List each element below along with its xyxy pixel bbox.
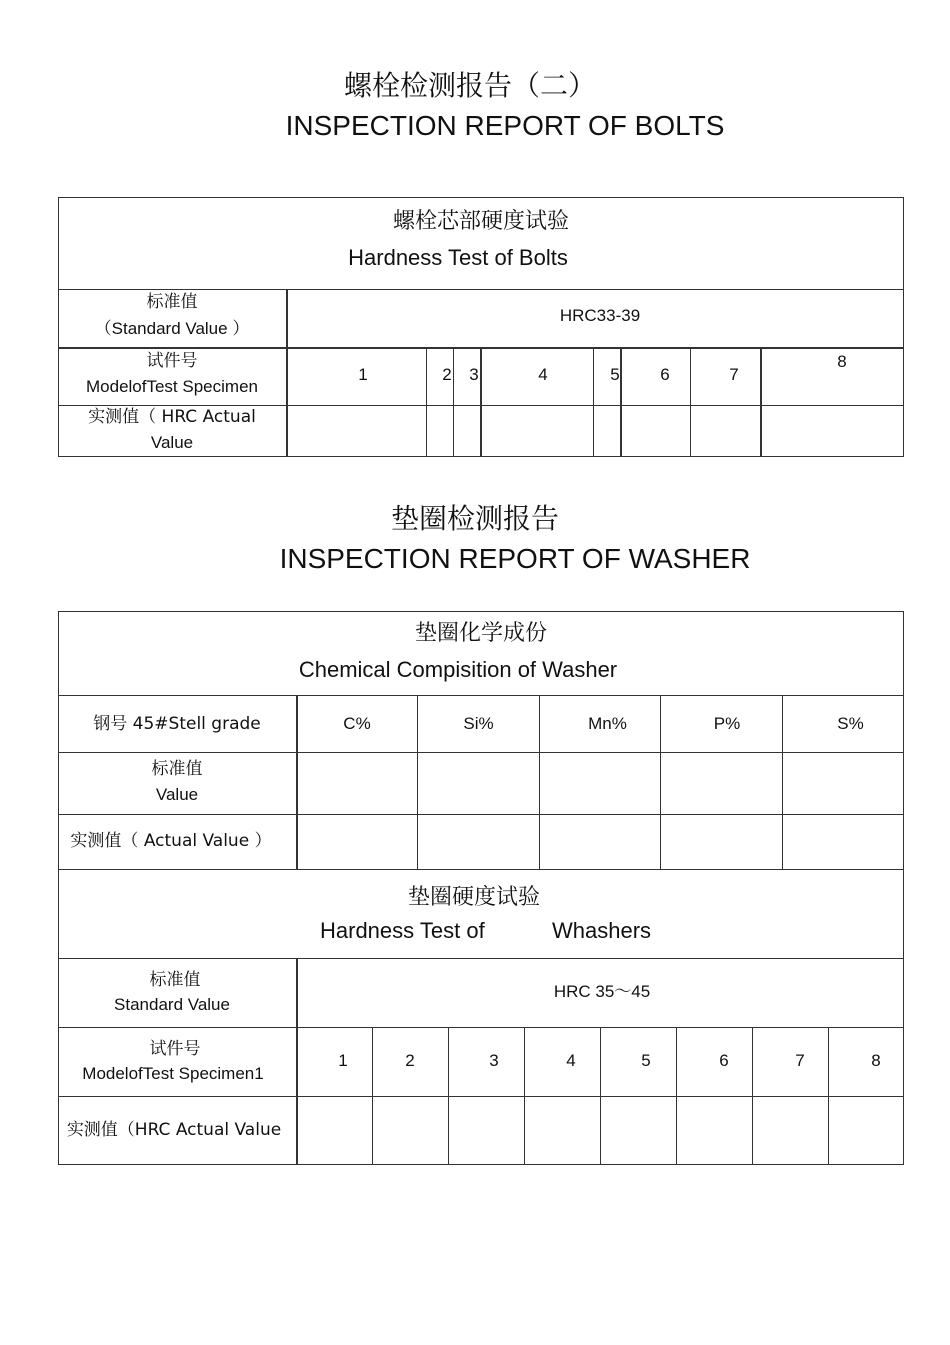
bolts-hardness-heading-en: Hardness Test of Bolts <box>348 245 568 270</box>
specimen-number: 1 <box>358 365 368 384</box>
actual-label-line1: 实测值（ HRC Actual <box>88 407 256 427</box>
element-header: P% <box>713 714 741 733</box>
table-col-divider <box>593 347 594 457</box>
table-row-divider <box>58 695 904 696</box>
specimen-number: 3 <box>469 365 479 384</box>
table-col-divider <box>426 347 427 457</box>
steel-grade-label: 钢号 45#Stell grade <box>93 714 261 734</box>
washer-title-cn: 垫圈检测报告 <box>390 502 559 535</box>
table-row-divider <box>58 814 904 815</box>
bolts-title-en: INSPECTION REPORT OF BOLTS <box>285 110 725 141</box>
table-row-divider <box>58 752 904 753</box>
washer-hardness-heading-cn: 垫圈硬度试验 <box>407 885 540 910</box>
element-header: Si% <box>463 714 494 733</box>
washer-title-en: INSPECTION REPORT OF WASHER <box>279 543 751 574</box>
bolts-title-cn: 螺栓检测报告（二） <box>343 69 596 102</box>
specimen-number: 6 <box>719 1051 729 1070</box>
bolts-standard-value: HRC33-39 <box>559 306 641 325</box>
bolts-hardness-heading-cn: 螺栓芯部硬度试验 <box>392 209 569 234</box>
specimen-number: 4 <box>538 365 548 384</box>
specimen-label-cn: 试件号 <box>146 351 198 371</box>
element-header: S% <box>837 714 864 733</box>
table-row-divider <box>58 1027 904 1028</box>
table-col-divider <box>372 1027 373 1165</box>
standard-label-cn: 标准值 <box>149 970 201 990</box>
actual-value-label: 实测值（ Actual Value ） <box>70 831 272 851</box>
table-row-divider <box>58 869 904 870</box>
specimen-number: 7 <box>729 365 739 384</box>
table-col-divider <box>448 1027 449 1165</box>
specimen-label-en: ModelofTest Specimen <box>86 377 258 396</box>
table-col-divider <box>828 1027 829 1165</box>
specimen-number: 8 <box>871 1051 881 1070</box>
standard-label-en: Standard Value <box>114 995 230 1014</box>
table-col-divider <box>524 1027 525 1165</box>
specimen-number: 3 <box>489 1051 499 1070</box>
specimen-number: 7 <box>795 1051 805 1070</box>
specimen-label-cn: 试件号 <box>149 1039 201 1059</box>
table-row-divider <box>58 1096 904 1097</box>
specimen-number: 8 <box>837 352 847 371</box>
specimen-number: 6 <box>660 365 670 384</box>
chemical-heading-cn: 垫圈化学成份 <box>414 621 547 646</box>
specimen-number: 2 <box>442 365 452 384</box>
actual-label-line2: Value <box>150 433 194 452</box>
standard-label-en: （Standard Value ） <box>94 319 250 338</box>
table-col-divider <box>760 347 762 457</box>
specimen-number: 5 <box>610 365 620 384</box>
washer-hardness-heading-en-part1: Hardness Test of <box>320 918 485 943</box>
element-header: Mn% <box>588 714 627 733</box>
specimen-number: 2 <box>405 1051 415 1070</box>
standard-label-cn: 标准值 <box>146 292 198 312</box>
element-header: C% <box>343 714 371 733</box>
washer-hardness-heading-en-part2: Whashers <box>552 918 652 943</box>
washer-standard-value: HRC 35～45 <box>553 982 651 1001</box>
table-col-divider <box>286 289 288 457</box>
standard-label-cn: 标准值 <box>151 759 203 779</box>
table-col-divider <box>600 1027 601 1165</box>
specimen-number: 5 <box>641 1051 651 1070</box>
table-col-divider <box>676 1027 677 1165</box>
standard-label-en: Value <box>155 785 199 804</box>
actual-value-label: 实测值（HRC Actual Value <box>66 1120 282 1140</box>
chemical-heading-en: Chemical Compisition of Washer <box>298 657 618 682</box>
table-col-divider <box>690 347 691 457</box>
specimen-number: 1 <box>338 1051 348 1070</box>
table-col-divider <box>296 958 298 1165</box>
specimen-number: 4 <box>566 1051 576 1070</box>
specimen-label-en: ModelofTest Specimen1 <box>82 1064 264 1083</box>
table-row-divider <box>58 958 904 959</box>
table-col-divider <box>752 1027 753 1165</box>
